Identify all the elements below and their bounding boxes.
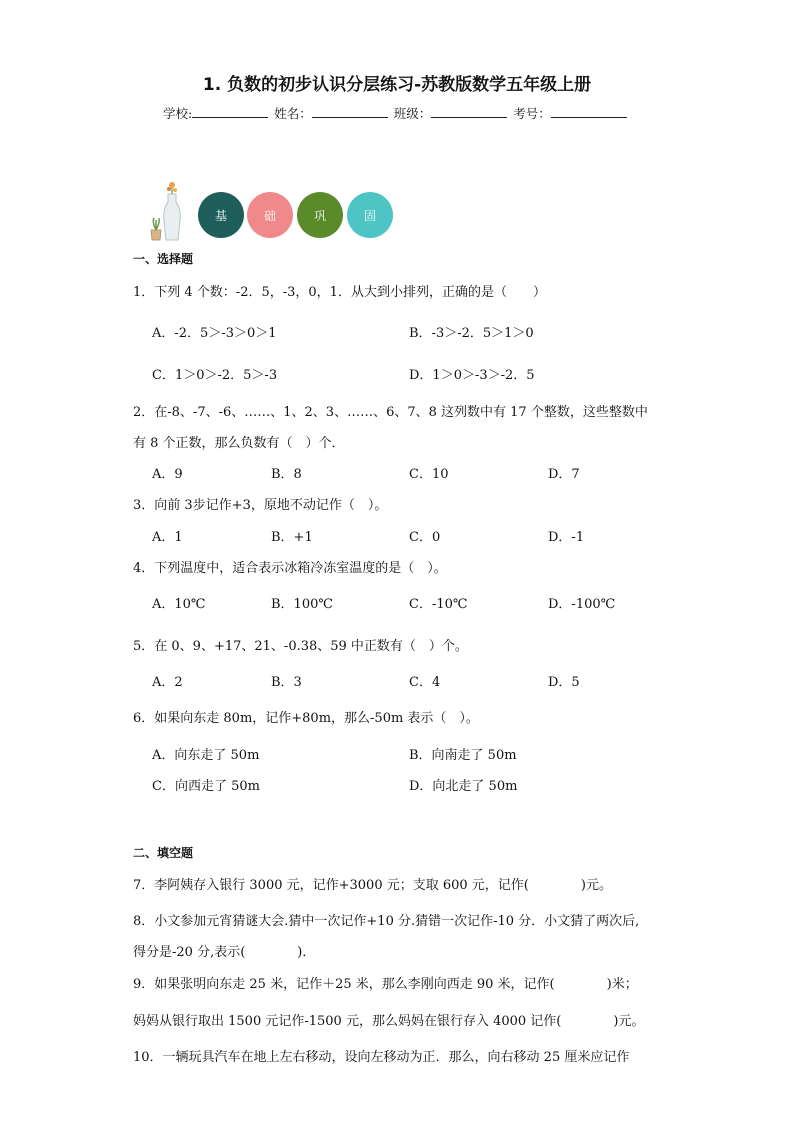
section-fill-heading: 二、填空题 [133,846,194,860]
question-7: 7．李阿姨存入银行 3000 元，记作+3000 元；支取 600 元，记作( )元。 [133,878,612,893]
class-label: 班级： [393,106,432,121]
badge-gong: 巩 [297,192,343,238]
q4-option-c[interactable]: C．-10℃ [409,597,468,612]
question-8-line2: 得分是-20 分,表示( )． [133,945,316,960]
badge-ji: 基 [198,192,244,238]
q5-option-a[interactable]: A．2 [152,675,183,690]
question-5-stem: 5．在 0、9、+17、21、-0.38、59 中正数有（ ）个。 [133,639,468,654]
vase-plant-icon [148,180,190,242]
q4-option-d[interactable]: D．-100℃ [548,597,616,612]
school-blank[interactable] [192,104,268,118]
question-6-stem: 6．如果向东走 80m，记作+80m，那么-50m 表示（ ）。 [133,711,479,726]
exam-number-blank[interactable] [551,104,627,118]
school-label: 学校: [163,106,193,121]
question-10: 10．一辆玩具汽车在地上左右移动，设向左移动为正．那么，向右移动 25 厘米应记作 [133,1050,630,1065]
q2-option-b[interactable]: B．8 [271,467,302,482]
q6-option-b[interactable]: B．向南走了 50m [409,748,517,763]
page-title: 1. 负数的初步认识分层练习-苏教版数学五年级上册 [202,75,592,95]
q3-option-c[interactable]: C．0 [409,530,441,545]
q5-option-d[interactable]: D．5 [548,675,580,690]
q1-option-c[interactable]: C．1＞0＞-2．5＞-3 [152,368,278,383]
q6-option-c[interactable]: C．向西走了 50m [152,779,260,794]
question-2-stem-line2: 有 8 个正数，那么负数有（ ）个． [133,436,345,451]
q2-option-d[interactable]: D．7 [548,467,580,482]
q2-option-c[interactable]: C．10 [409,467,449,482]
q2-option-a[interactable]: A．9 [152,467,183,482]
question-4-stem: 4．下列温度中，适合表示冰箱冷冻室温度的是（ ）。 [133,561,447,576]
q1-option-b[interactable]: B．-3＞-2．5＞1＞0 [409,326,534,341]
question-9-line2: 妈妈从银行取出 1500 元记作-1500 元，那么妈妈在银行存入 4000 记作( )元。 [133,1014,645,1029]
q4-option-a[interactable]: A．10℃ [152,597,206,612]
exam-number-label: 考号： [513,106,551,121]
student-info-line [163,104,629,122]
question-3-stem: 3．向前 3步记作+3，原地不动记作（ ）。 [133,498,388,513]
q1-option-d[interactable]: D．1＞0＞-3＞-2．5 [409,368,535,383]
q5-option-b[interactable]: B．3 [271,675,302,690]
q4-option-b[interactable]: B．100℃ [271,597,333,612]
question-9-line1: 9．如果张明向东走 25 米，记作＋25 米，那么李刚向西走 90 米，记作( )米； [133,977,638,992]
q5-option-c[interactable]: C．4 [409,675,441,690]
question-1-stem: 1．下列 4 个数：-2．5，-3，0，1．从大到小排列，正确的是（ ） [133,285,546,300]
q3-option-a[interactable]: A．1 [152,530,183,545]
name-blank[interactable] [312,104,388,118]
q1-option-a[interactable]: A．-2．5＞-3＞0＞1 [152,326,277,341]
badge-gu: 固 [347,192,393,238]
q3-option-b[interactable]: B．+1 [271,530,313,545]
question-8-line1: 8．小文参加元宵猜谜大会.猜中一次记作+10 分.猜错一次记作-10 分．小文猜了两次后, [133,914,640,929]
name-label: 姓名： [274,106,312,121]
q3-option-d[interactable]: D．-1 [548,530,585,545]
question-2-stem-line1: 2．在-8、-7、-6、……、1、2、3、……、6、7、8 这列数中有 17 个整数，这些整数中 [133,405,648,420]
section-choice-heading: 一、选择题 [133,252,194,266]
q6-option-d[interactable]: D．向北走了 50m [409,779,518,794]
badge-chu: 础 [247,192,293,238]
class-blank[interactable] [431,104,507,118]
q6-option-a[interactable]: A．向东走了 50m [152,748,260,763]
